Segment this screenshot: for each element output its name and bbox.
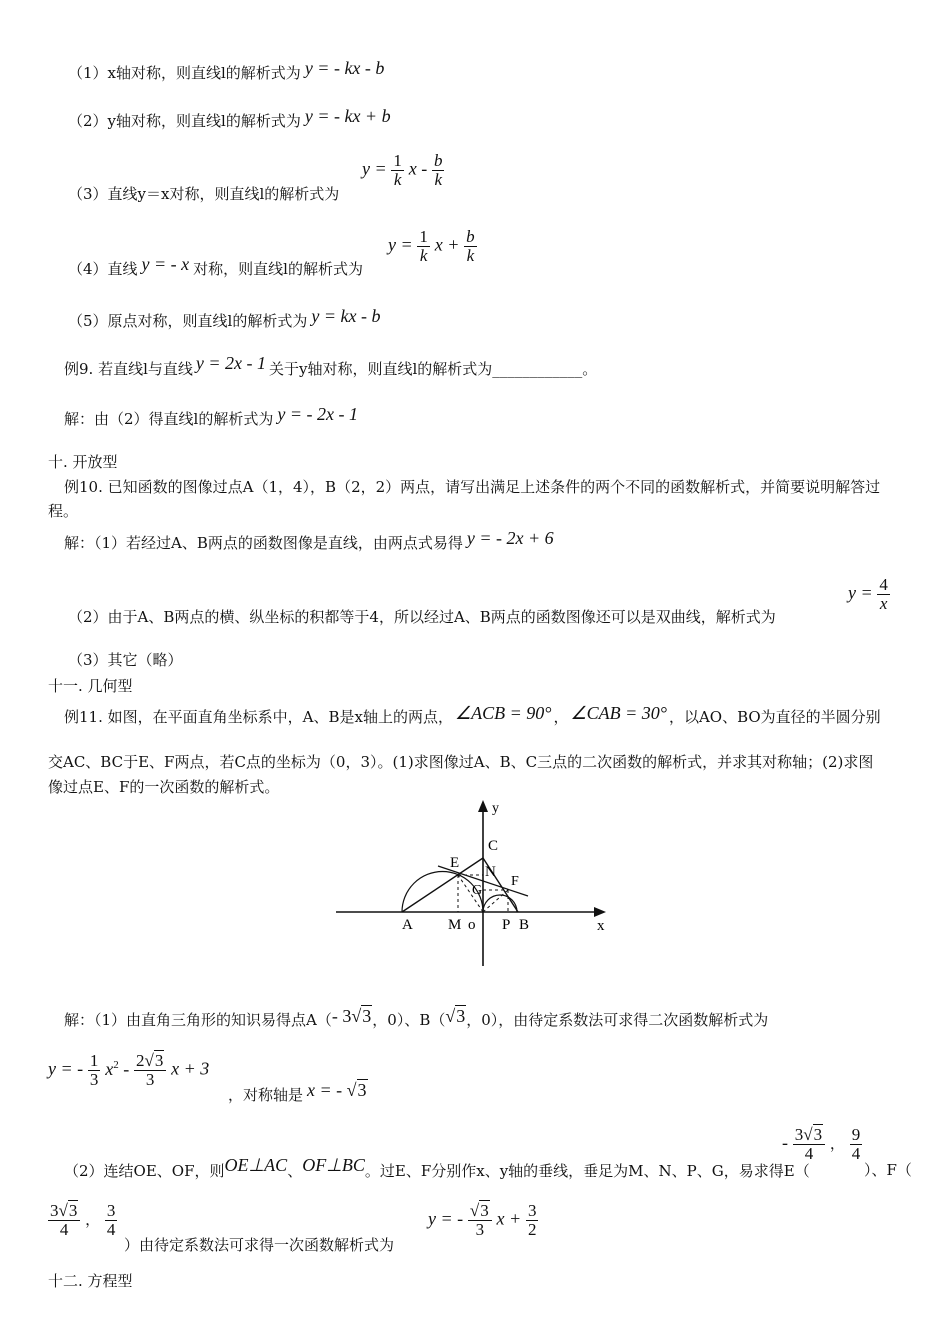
example-11-line-b: 交AC、BC于E、F两点，若C点的坐标为（0，3）。(1)求图像过A、B、C三点的二次函数的解析式，并求其对称轴；(2)求图 [48,753,874,771]
label-e: E [450,855,460,871]
example-10-sol-3: （3）其它（略） [68,651,183,669]
eq-linear: y = - $\frac{√3}{3}$ x + $\frac{3}{2}$ [428,1201,537,1239]
label-b: B [519,917,530,933]
intro-text-1: （1）x轴对称，则直线l的解析式为 [68,64,301,82]
example-11-line-a: 例11. 如图，在平面直角坐标系中，A、B是x轴上的两点， ∠ACB = 90° ， ∠CAB = 30° ，以AO、BO为直径的半圆分别 [64,703,881,726]
eq-quadratic: y = - $\frac{1}{3}$ $x^2$ - $\frac{2√3}{3}$ x + 3 [48,1051,210,1089]
intro-line-2 [68,106,391,131]
eq-hyperbola: y = $\frac{4}{x}$ [848,575,888,613]
intro-text-2: （2）y轴对称，则直线l的解析式为 [68,112,301,130]
label-x: x [597,918,605,934]
axis-text: ，对称轴是 [228,1086,304,1104]
eq-y-eq-x: y = $\frac{1}{k}$ x - $\frac{b}{k}$ [362,151,443,189]
ex11-sol-1 [64,1006,769,1030]
label-a: A [402,917,413,933]
ex11-sol1-a: 解：（1）由直角三角形的知识易得点A（ [64,1011,332,1029]
x-axis-arrow-icon [594,907,606,917]
ex9-post: 关于y轴对称，则直线l的解析式为____________。 [269,360,598,378]
eq-origin: y = kx - b [311,306,381,326]
intro-line-4 [68,254,363,279]
section-12-heading: 十二. 方程型 [48,1272,133,1290]
ex10-sol1-eq: y = - 2x + 6 [466,528,554,548]
label-o: o [468,917,476,933]
ex11-sol-2 [64,1155,810,1181]
ex11-sol1-b: ，0）、B（ [372,1011,446,1029]
ex9-eq: y = 2x - 1 [195,353,267,373]
ex9-sol-eq: y = - 2x - 1 [277,404,358,424]
ex11-pre: 例11. 如图，在平面直角坐标系中，A、B是x轴上的两点， [64,708,453,726]
label-y: y [492,801,499,816]
example-10-sol-1 [64,528,554,553]
intro-text-4: 对称，则直线l的解析式为 [193,260,363,278]
example-9 [64,353,598,379]
point-f-coords: $\frac{3√3}{4}$ ， $\frac{3}{4}$ [50,1201,116,1239]
ex9-sol-text: 解：由（2）得直线l的解析式为 [64,410,274,428]
coord-b: √3 [445,1006,466,1026]
ex10-sol1-text: 解：（1）若经过A、B两点的函数图像是直线，由两点式易得 [64,534,463,552]
angle-cab: ∠CAB = 30° [570,703,667,723]
point-e-coords: - $\frac{3√3}{4}$ ， $\frac{9}{4}$ [782,1125,861,1163]
ex11-sol2-b: 。过E、F分别作x、y轴的垂线，垂足为M、N、P、G，易求得E（ [364,1162,810,1180]
intro-pre-4: （4）直线 [68,260,138,278]
label-c: C [488,838,499,854]
perp-oe-ac: OE⊥AC [224,1155,288,1175]
example-10-line-a: 例10. 已知函数的图像过点A（1，4），B（2，2）两点，请写出满足上述条件的两个不同的函数解析式，并简要说明解答过 [64,478,881,496]
intro-line-1 [68,58,385,83]
label-f: F [511,874,519,889]
intro-line-5 [68,306,381,331]
ex11-sol2-a: （2）连结OE、OF，则 [64,1162,225,1180]
point-f-label: ）、F（ [864,1161,912,1179]
eq-y-axis: y = - kx + b [304,106,391,126]
ex9-pre: 例9. 若直线l与直线 [64,360,193,378]
ex11-sol2-d: ）由待定系数法可求得一次函数解析式为 [124,1236,395,1254]
section-11-heading: 十一. 几何型 [48,677,133,695]
example-10-sol-2: （2）由于A、B两点的横、纵坐标的积都等于4，所以经过A、B两点的函数图像还可以是双曲线，解析式为 [68,608,776,626]
intro-text-3: （3）直线y＝x对称，则直线l的解析式为 [68,185,340,203]
ex11-sol1-c: ，0），由待定系数法可求得二次函数解析式为 [466,1011,769,1029]
eq-x-axis: y = - kx - b [304,58,385,78]
label-n: N [485,864,496,880]
section-10-heading: 十. 开放型 [48,453,118,471]
label-m: M [448,917,462,933]
example-11-line-c: 像过点E、F的一次函数的解析式。 [48,778,280,796]
sep: 、 [287,1162,303,1180]
eq-y-neg-x: y = - x [141,254,190,274]
geometry-figure [330,798,620,970]
intro-line-3 [68,184,339,204]
label-p: P [502,917,511,933]
intro-text-5: （5）原点对称，则直线l的解析式为 [68,312,308,330]
ex11-post: ，以AO、BO为直径的半圆分别 [668,708,881,726]
coord-a: - 3√3 [331,1006,372,1026]
line-ac [402,858,483,912]
angle-acb: ∠ACB = 90° [454,703,552,723]
perp-of-bc: OF⊥BC [302,1155,365,1175]
axis-of-symmetry [228,1080,368,1105]
eq-axis: x = - √3 [307,1080,367,1100]
eq-y-neg-x-result: y = $\frac{1}{k}$ x + $\frac{b}{k}$ [388,227,475,265]
label-g: G [472,883,483,898]
example-10-line-b: 程。 [48,502,79,520]
example-9-solution [64,404,358,429]
y-axis-arrow-icon [478,800,488,812]
